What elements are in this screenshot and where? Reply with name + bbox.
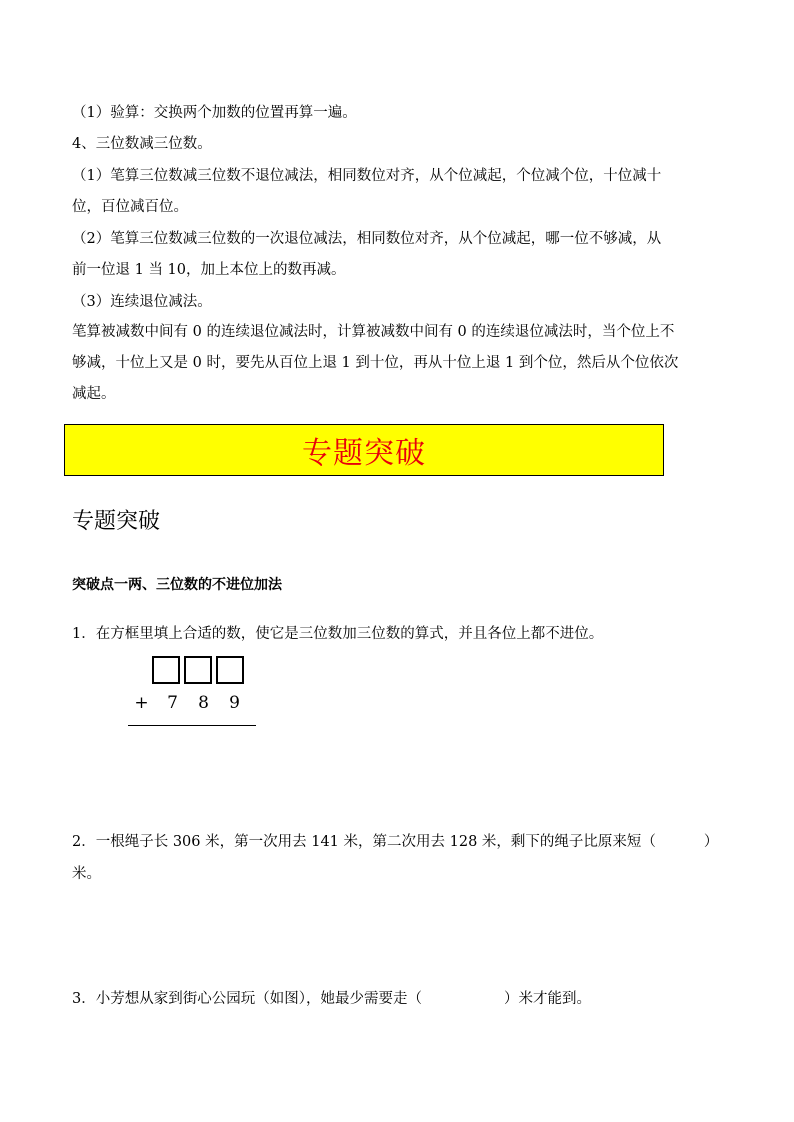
sub2-line2: 前一位退 1 当 10，加上本位上的数再减。 xyxy=(72,262,346,278)
sub2-line1: （2）笔算三位数减三位数的一次退位减法，相同数位对齐，从个位减起，哪一位不够减，从 xyxy=(72,231,662,247)
banner-title: 专题突破 xyxy=(302,436,426,471)
sum-underline xyxy=(128,725,256,726)
plus-sign: + xyxy=(134,693,149,713)
answer-boxes xyxy=(152,656,244,684)
question-2-text: 2．一根绳子长 306 米，第一次用去 141 米，第二次用去 128 米，剩下的绳子比原来短（ xyxy=(72,834,656,850)
question-2-close: ） xyxy=(703,834,719,850)
answer-box-ones[interactable] xyxy=(216,656,244,684)
para-line3: 减起。 xyxy=(72,386,116,402)
section-heading: 专题突破 xyxy=(72,509,161,534)
answer-box-hundreds[interactable] xyxy=(152,656,180,684)
addend-digit-hundreds: 7 xyxy=(167,693,178,713)
breakthrough-point-heading: 突破点一两、三位数的不进位加法 xyxy=(72,577,282,593)
answer-box-tens[interactable] xyxy=(184,656,212,684)
question-2-line1 xyxy=(72,832,732,852)
addend-digit-tens: 8 xyxy=(198,693,209,713)
question-3-line xyxy=(72,989,732,1009)
addend-digit-ones: 9 xyxy=(229,693,240,713)
sub3-title: （3）连续退位减法。 xyxy=(72,294,212,310)
para-line1: 笔算被减数中间有 0 的连续退位减法时，计算被减数中间有 0 的连续退位减法时，当个位上不 xyxy=(72,324,675,340)
check-line: （1）验算：交换两个加数的位置再算一遍。 xyxy=(72,105,357,121)
item4-title: 4、三位数减三位数。 xyxy=(72,136,212,152)
question-3-tail: ）米才能到。 xyxy=(503,991,591,1007)
topic-banner xyxy=(64,424,664,476)
addend-row xyxy=(126,693,250,713)
sub1-line2: 位，百位减百位。 xyxy=(72,199,188,215)
para-line2: 够减，十位上又是 0 时，要先从百位上退 1 到十位，再从十位上退 1 到个位，然后从个位依次 xyxy=(72,355,679,371)
question-2-line2: 米。 xyxy=(72,866,101,882)
question-1-text: 1．在方框里填上合适的数，使它是三位数加三位数的算式，并且各位上都不进位。 xyxy=(72,626,604,642)
sub1-line1: （1）笔算三位数减三位数不退位减法，相同数位对齐，从个位减起，个位减个位，十位减十 xyxy=(72,168,662,184)
question-3-text: 3．小芳想从家到街心公园玩（如图），她最少需要走（ xyxy=(72,991,422,1007)
